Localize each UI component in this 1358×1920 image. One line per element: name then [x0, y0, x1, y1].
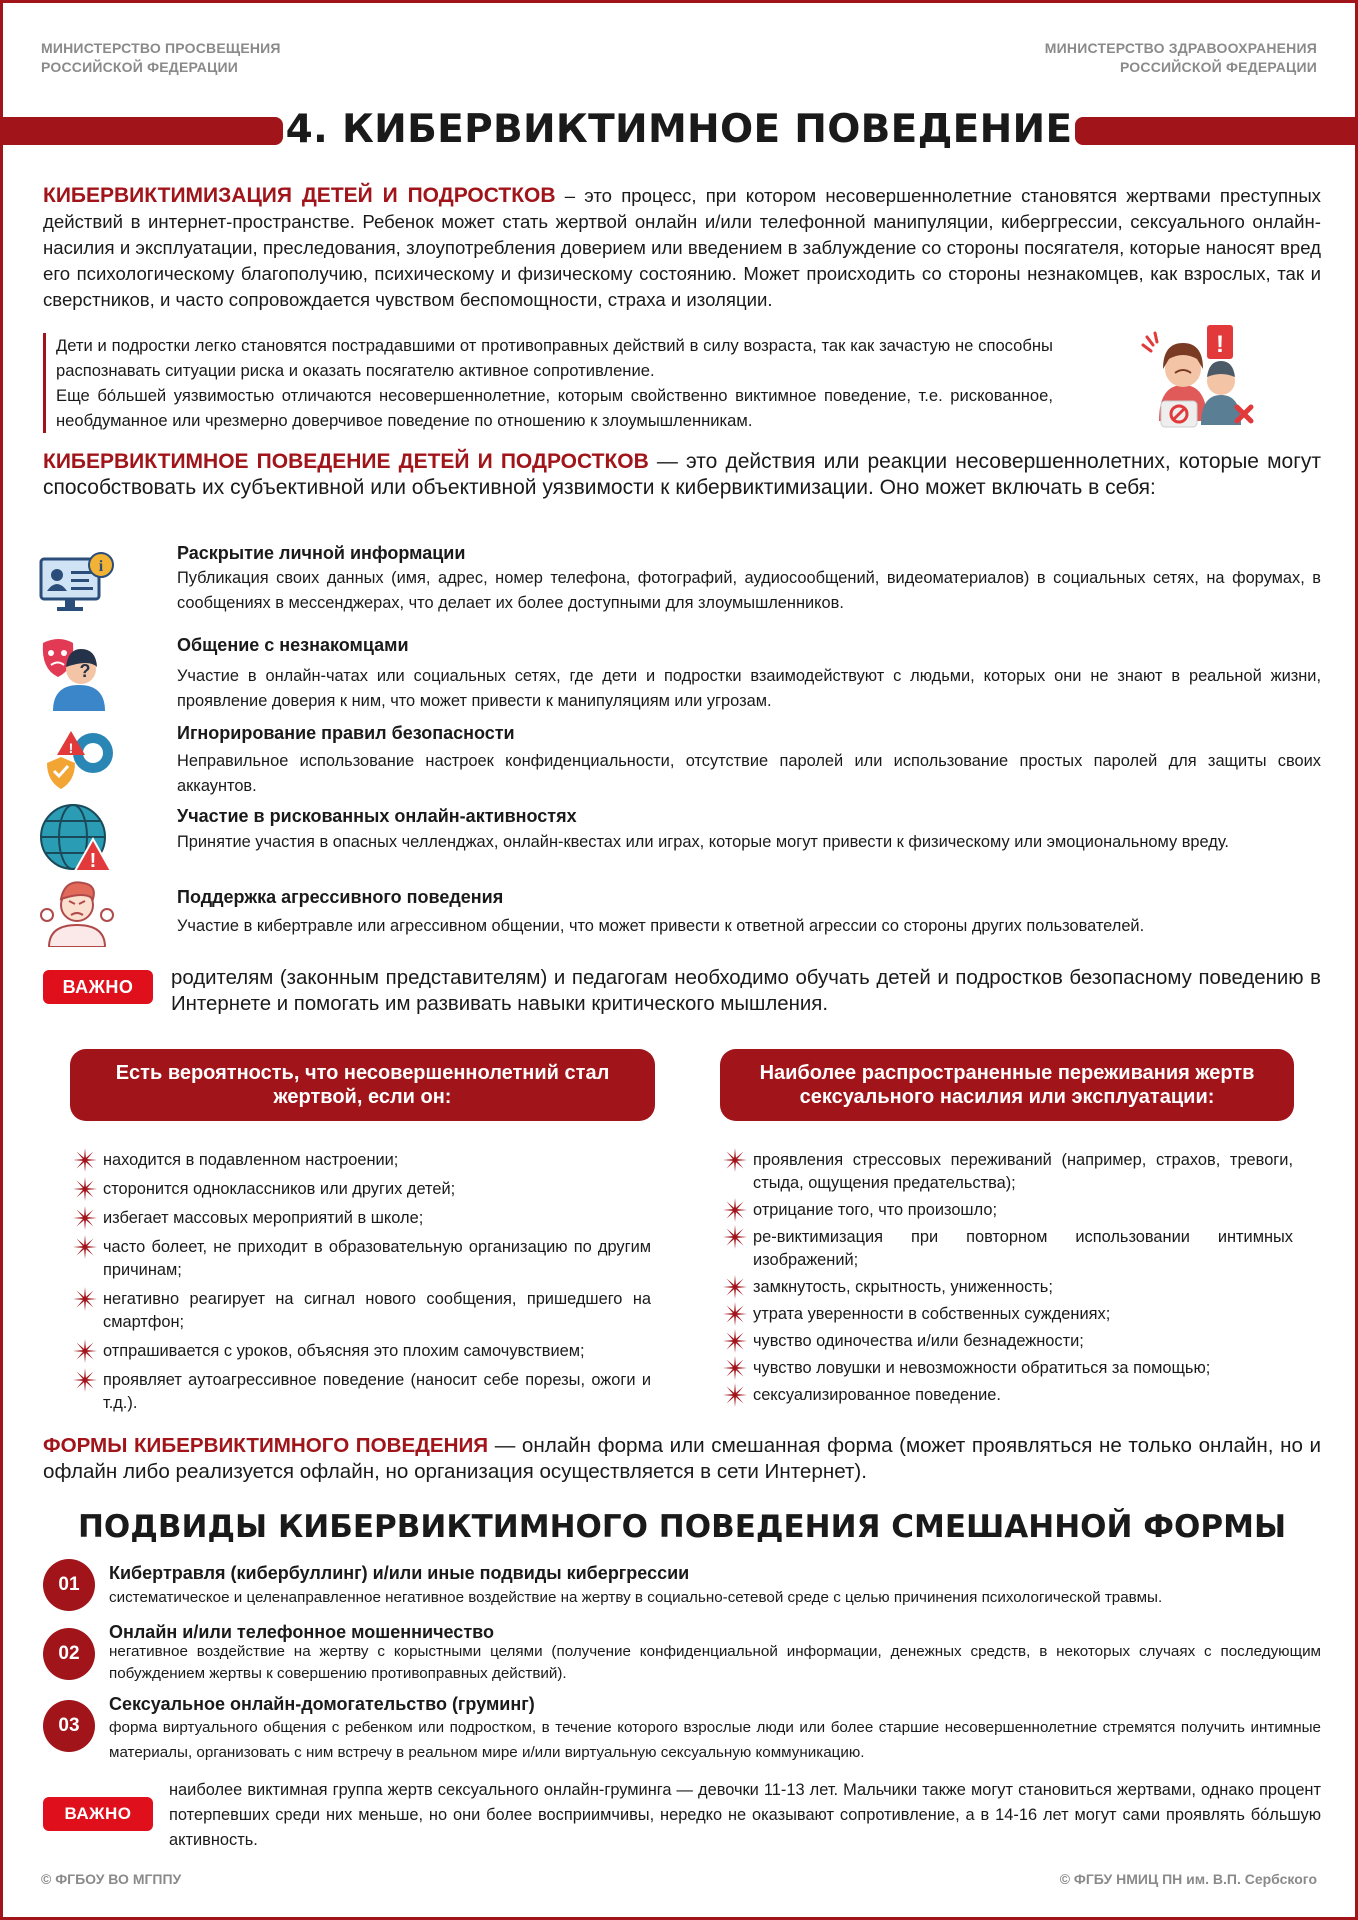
intro-text: – это процесс, при котором несовершеннолетние становятся жертвами преступных действий в интернет-пространстве. Ребенок может стать жертвой онлайн и/или телефонной манипуляции, кибергрессии, сексуального онлайн-насилия и эксплуатации, преследования, злоупотребления доверием или введением в заблуждение со стороны посягателя, которые наносят вред его психологическому благополучию, психическому и физическому состоянию. Может происходить со стороны незнакомцев, как взрослых, так и сверстников, и часто сопровождается чувством беспомощности, страха и изоляции. [43, 185, 1321, 310]
subtype-3-title: Сексуальное онлайн-домогательство (груминг) [109, 1694, 535, 1714]
title-bar-left [3, 117, 283, 145]
stranger-mask-icon [39, 635, 115, 711]
subtype-2-title: Онлайн и/или телефонное мошенничество [109, 1622, 494, 1642]
list-item: отпрашивается с уроков, объясняя это плохим самочувствием; [73, 1340, 651, 1363]
item-4-title: Участие в рискованных онлайн-активностях [177, 806, 577, 826]
intro-term: КИБЕРВИКТИМИЗАЦИЯ ДЕТЕЙ И ПОДРОСТКОВ [43, 184, 556, 207]
quote-2 [43, 383, 1053, 433]
quote-1-text: Дети и подростки легко становятся пострадавшими от противоправных действий в силу возраста, так как зачастую не способны распознавать ситуации риска и оказать посягателю активное сопротивление. [56, 336, 1053, 380]
star-bullet-icon [73, 1235, 97, 1259]
right-box-title: Наиболее распространенные переживания жертв сексуального насилия или эксплуатации: [720, 1049, 1294, 1121]
behavior-text: — это действия или реакции несовершеннолетних, которые могут способствовать их субъективной или объективной уязвимости к кибервиктимизации. Оно может включать в себя: [43, 450, 1321, 499]
quote-1 [43, 333, 1053, 383]
item-2-text: Участие в онлайн-чатах или социальных сетях, где дети и подростки взаимодействуют с людьми, которых они не знают в реальной жизни, проявление доверия к ним, что может привести к манипуляциям или угрозам. [177, 667, 1321, 710]
list-item: негативно реагирует на сигнал нового сообщения, пришедшего на смартфон; [73, 1288, 651, 1334]
ministry-left: МИНИСТЕРСТВО ПРОСВЕЩЕНИЯ РОССИЙСКОЙ ФЕДЕРАЦИИ [41, 40, 281, 75]
list-item: проявляет аутоагрессивное поведение (наносит себе порезы, ожоги и т.д.). [73, 1369, 651, 1415]
list-item: отрицание того, что произошло; [723, 1199, 1293, 1222]
item-1-title: Раскрытие личной информации [177, 543, 466, 563]
left-box-title: Есть вероятность, что несовершеннолетний стал жертвой, если он: [70, 1049, 655, 1121]
item-2-title: Общение с незнакомцами [177, 635, 409, 655]
list-item: замкнутость, скрытность, униженность; [723, 1276, 1293, 1299]
list-item: избегает массовых мероприятий в школе; [73, 1207, 651, 1230]
important-badge-2: ВАЖНО [43, 1797, 153, 1831]
right-box-list [723, 1149, 1293, 1407]
important-text-2: наиболее виктимная группа жертв сексуального онлайн-груминга — девочки 11-13 лет. Мальчики также могут становиться жертвами, однако процент потерпевших среди них меньше, но они более восприимчивы, нередко не оказывают сопротивление, а в 14-16 лет могут сами проявлять бо́льшую активность. [169, 1781, 1321, 1849]
star-bullet-icon [723, 1329, 747, 1353]
star-bullet-icon [73, 1148, 97, 1172]
quote-2-text: Еще бо́льшей уязвимостью отличаются несовершеннолетние, которым свойственно виктимное поведение, т.е. рискованное, необдуманное или чрезмерно доверчивое поведение по отношению к злоумышленникам. [56, 386, 1053, 430]
item-3-text: Неправильное использование настроек конфиденциальности, отсутствие паролей или использование простых паролей для защиты своих аккаунтов. [177, 752, 1321, 795]
star-bullet-icon [73, 1287, 97, 1311]
list-item: сторонится одноклассников или других детей; [73, 1178, 651, 1201]
globe-warning-icon [39, 803, 115, 875]
subtype-number-2: 02 [43, 1628, 95, 1680]
star-bullet-icon [723, 1225, 747, 1249]
forms-text: — онлайн форма или смешанная форма (может проявляться не только онлайн, но и офлайн либо реализуется офлайн, но организация осуществляется в сети Интернет). [43, 1434, 1321, 1483]
star-bullet-icon [723, 1302, 747, 1326]
star-bullet-icon [723, 1198, 747, 1222]
angry-person-icon [39, 875, 115, 947]
svg-text:!: ! [89, 850, 97, 872]
victims-illustration-icon [1139, 321, 1259, 433]
intro-paragraph [43, 183, 1321, 313]
svg-text:?: ? [79, 661, 91, 681]
important-text-1: родителям (законным представителям) и педагогам необходимо обучать детей и подростков безопасному поведению в Интернете и помогать им развивать навыки критического мышления. [171, 967, 1321, 1015]
star-bullet-icon [723, 1383, 747, 1407]
forms-paragraph [43, 1433, 1321, 1485]
list-item: проявления стрессовых переживаний (например, страхов, тревоги, стыда, ощущения предательства); [723, 1149, 1293, 1195]
list-item: находится в подавленном настроении; [73, 1149, 651, 1172]
item-4-text: Принятие участия в опасных челленджах, онлайн-квестах или играх, которые могут привести к физическому или эмоциональному вреду. [177, 833, 1229, 851]
list-item: чувство одиночества и/или безнадежности; [723, 1330, 1293, 1353]
svg-text:i: i [98, 558, 104, 575]
star-bullet-icon [723, 1356, 747, 1380]
item-5-text: Участие в кибертравле или агрессивном общении, что может привести к ответной агрессии со стороны других пользователей. [177, 917, 1145, 935]
item-5-title: Поддержка агрессивного поведения [177, 887, 504, 907]
title-bar-right [1075, 117, 1358, 145]
list-item: сексуализированное поведение. [723, 1384, 1293, 1407]
subtype-number-1: 01 [43, 1559, 95, 1611]
footer-right: © ФГБУ НМИЦ ПН им. В.П. Сербского [1059, 1871, 1317, 1887]
behavior-paragraph [43, 449, 1321, 501]
list-item: часто болеет, не приходит в образовательную организацию по другим причинам; [73, 1236, 651, 1282]
important-badge-1: ВАЖНО [43, 970, 153, 1004]
page-title: 4. КИБЕРВИКТИМНОЕ ПОВЕДЕНИЕ [285, 107, 1073, 152]
list-item: утрата уверенности в собственных суждениях; [723, 1303, 1293, 1326]
svg-text:!: ! [1216, 331, 1224, 358]
ministry-right: МИНИСТЕРСТВО ЗДРАВООХРАНЕНИЯ РОССИЙСКОЙ ФЕДЕРАЦИИ [1044, 40, 1317, 75]
svg-text:!: ! [68, 740, 74, 756]
subtype-1-title: Кибертравля (кибербуллинг) и/или иные подвиды кибергрессии [109, 1563, 690, 1583]
list-item: ре-виктимизация при повторном использовании интимных изображений; [723, 1226, 1293, 1272]
star-bullet-icon [723, 1275, 747, 1299]
subtype-3-text: форма виртуального общения с ребенком или подростком, в течение которого взрослые люди или более старшие несовершеннолетние стремятся получить интимные материалы, организовать с ним встречу в реальном мире и/или виртуальную сексуальную коммуникацию. [109, 1719, 1321, 1761]
behavior-term: КИБЕРВИКТИМНОЕ ПОВЕДЕНИЕ ДЕТЕЙ И ПОДРОСТКОВ [43, 450, 649, 473]
star-bullet-icon [73, 1339, 97, 1363]
profile-monitor-icon [39, 551, 115, 615]
item-1-text: Публикация своих данных (имя, адрес, номер телефона, фотографий, аудиосообщений, видеоматериалов) в социальных сетях, на форумах, в сообщениях в мессенджерах, что делает их более доступными для злоумышленников. [177, 569, 1321, 612]
star-bullet-icon [73, 1177, 97, 1201]
forms-term: ФОРМЫ КИБЕРВИКТИМНОГО ПОВЕДЕНИЯ [43, 1434, 489, 1457]
star-bullet-icon [723, 1148, 747, 1172]
star-bullet-icon [73, 1368, 97, 1392]
subtype-1-text: систематическое и целенаправленное негативное воздействие на жертву в социально-сетевой среде с целью причинения психологической травмы. [109, 1589, 1163, 1606]
footer-left: © ФГБОУ ВО МГППУ [41, 1871, 182, 1887]
subtypes-title: ПОДВИДЫ КИБЕРВИКТИМНОГО ПОВЕДЕНИЯ СМЕШАННОЙ ФОРМЫ [77, 1509, 1287, 1545]
star-bullet-icon [73, 1206, 97, 1230]
subtype-2-text: негативное воздействие на жертву с корыстными целями (получение конфиденциальной информации, денежных средств, в некоторых случаях с последующим побуждением жертвы к совершению противоправных действий). [109, 1643, 1321, 1682]
item-3-title: Игнорирование правил безопасности [177, 723, 515, 743]
subtype-number-3: 03 [43, 1700, 95, 1752]
list-item: чувство ловушки и невозможности обратиться за помощью; [723, 1357, 1293, 1380]
left-box-list [73, 1149, 651, 1415]
security-warning-icon [41, 725, 117, 795]
